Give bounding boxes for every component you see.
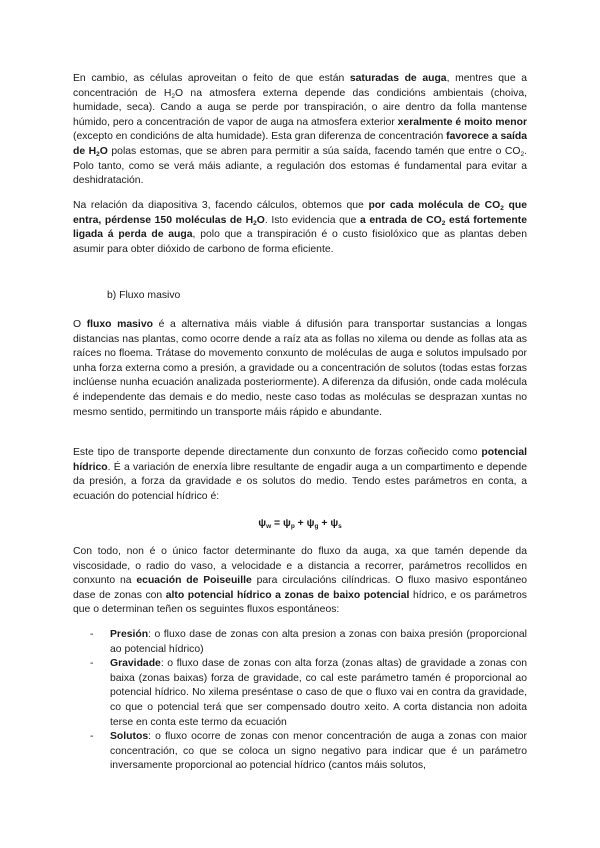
paragraph-poiseuille (73, 545, 527, 618)
bold-text: está fortemente ligada á perda de auga (73, 214, 528, 241)
parameter-list (73, 628, 527, 774)
bold-text: por cada molécula de CO (368, 200, 501, 211)
text: Na relación da diapositiva 3, facendo cálculos, obtemos que (73, 200, 369, 211)
text: é a alternativa máis viable á difusión para transportar sustancias a longas distancias nas plantas, como ocorre dende a raíz ata as follas no xilema ou dende as follas ata as raíces no floema. Trátase do movemento conxunto de moléculas de auga e solutos impulsado por unha forza externa como a presión, a gravidade ou a concentración de solutos (todas estas forzas inclúense nunha ecuación analizada posteriormente). A diferenza da difusión, onde cada molécula é independente das demais e do medio, neste caso todas as moléculas se desprazan xuntas no mesmo sentido, permitindo un transporte máis rápido e abundante. (73, 319, 527, 418)
text: . Isto evidencia que (264, 214, 361, 226)
subscript: w (266, 523, 272, 530)
text: O na atmosfera externa depende das condicións ambientais (choiva, humidade, seca). Cando a auga se perde por transpiración, o aire dentro da folla mantense húmido, pero a concentración de vapor de auga na atmosfera exterior (73, 87, 527, 128)
text: En cambio, as células aproveitan o feito de que están (73, 73, 350, 84)
paragraph-mass-flow (73, 318, 527, 420)
psi-symbol: ψ (282, 518, 291, 529)
dash-marker: - (90, 731, 94, 743)
bold-text: fluxo masivo (86, 319, 153, 330)
bold-text: Gravidade (110, 658, 161, 670)
subscript: 2 (441, 219, 446, 227)
text: polas estomas, que se abren para permitir a súa saída, facendo tamén que entre o CO (107, 145, 521, 157)
subscript: s (338, 523, 342, 530)
bold-text: favorece a saída de H (73, 131, 528, 157)
water-potential-equation (0, 518, 600, 529)
paragraph-co2-ratio (73, 199, 527, 257)
text: : o fluxo dase de zonas con alta presion a zonas con baixa presión (proporcional ao potencial hídrico) (110, 629, 527, 655)
bold-text: saturadas de auga (349, 73, 447, 84)
plus-sign: + (294, 518, 307, 529)
section-heading-b: b) Fluxo masivo (107, 290, 181, 301)
psi-symbol: ψ (330, 518, 339, 529)
bold-text: Presión (110, 629, 149, 640)
subscript: p (290, 523, 295, 530)
bold-text: O (99, 145, 108, 157)
subscript: 2 (253, 219, 257, 227)
text: (excepto en condicións de alta humidade). Esta gran diferenza de concentración (73, 131, 447, 143)
text: hídrico, e os parámetros que o determinan teñen os seguintes fluxos espontáneos: (73, 589, 527, 616)
text: . Polo tanto, como se verá máis adiante, a regulación dos estomas é fundamental para evitar a deshidratación. (73, 145, 527, 187)
text: : o fluxo ocorre de zonas con menor concentración de auga a zonas con maior concentración, co que se coloca un signo negativo para indicar que é un parámetro inversamente proporcional ao potencial hídrico (cantos máis solutos, (110, 731, 527, 772)
text: para circulacións cilíndricas. O fluxo masivo espontáneo dase de zonas con (73, 575, 527, 601)
paragraph-saturation (73, 72, 527, 189)
subscript: g (314, 523, 319, 530)
bold-text: a entrada de CO (360, 214, 442, 226)
bold-text: xeralmente é moito menor (397, 116, 527, 128)
bold-text: potencial hídrico (73, 447, 527, 473)
text: O (73, 319, 87, 330)
equals-sign: = (271, 518, 283, 529)
text: Con todo, non é o único factor determinante do fluxo da auga, xa que tamén depende da viscosidade, o radio do vaso, a velocidade e a distancia a recorrer, parámetros recollidos en conxunto na (73, 546, 527, 587)
plus-sign: + (318, 518, 331, 529)
text: , mentres que a concentración de H (73, 73, 527, 99)
list-item-gravity (73, 657, 527, 730)
psi-symbol: ψ (258, 518, 267, 529)
bold-text: que entra, pérdense 150 moléculas de H (73, 200, 527, 226)
list-item-solutes (73, 730, 527, 774)
subscript: 2 (171, 92, 176, 100)
text: : o fluxo dase de zonas con alta forza (zonas altas) de gravidade a zonas con baixa (zonas baixas) forza de gravidade, co cal este parámetro tamén é proporcional ao potencial hídrico. No xilema preséntase o caso de que o fluxo vai en contra da gravidade, co que o potencial terá que ser compensado doutro xeito. A corta distancia non adoita terse en conta este termo da ecuación (110, 658, 527, 728)
subscript: 2 (96, 150, 100, 158)
text: , polo que a transpiración é o custo fisiolóxico que as plantas deben asumir para obter dióxido de carbono de forma eficiente. (73, 229, 527, 255)
subscript: 2 (500, 205, 504, 212)
dash-marker: - (90, 629, 94, 640)
subscript: 2 (520, 150, 525, 158)
bold-text: O (256, 214, 265, 226)
paragraph-water-potential (73, 446, 527, 504)
text: . É a variación de enerxía libre resultante de engadir auga a un compartimento e depende da presión, a forza da gravidade e os solutos do medio. Tendo estes parámetros en conta, a ecuación do potencial hídrico é: (73, 461, 527, 502)
dash-marker: - (90, 658, 94, 670)
bold-text: ecuación de Poiseuille (136, 575, 252, 587)
psi-symbol: ψ (306, 518, 315, 529)
bold-text: Solutos (110, 731, 149, 743)
text: Este tipo de transporte depende directamente dun conxunto de forzas coñecido como (73, 447, 482, 458)
bold-text: alto potencial hídrico a zonas de baixo potencial (165, 589, 410, 601)
list-item-pressure (73, 628, 527, 657)
